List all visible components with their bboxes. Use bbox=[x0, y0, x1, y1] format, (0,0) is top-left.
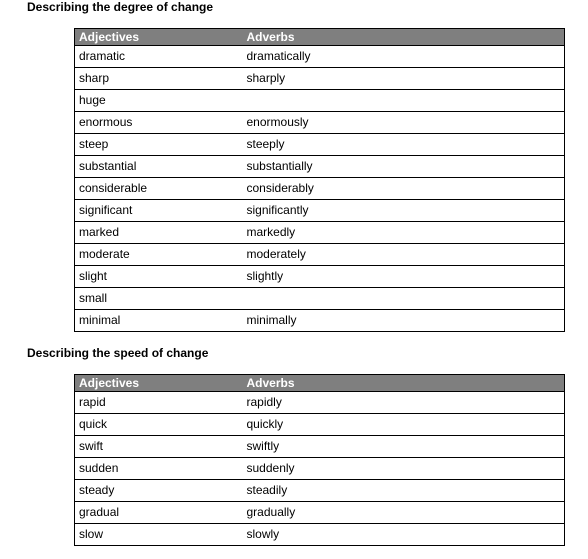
adverb-cell: substantially bbox=[243, 156, 565, 178]
table-row bbox=[75, 156, 565, 178]
adjective-cell: slow bbox=[75, 524, 243, 546]
table-row bbox=[75, 134, 565, 156]
column-header-adjectives: Adjectives bbox=[75, 375, 243, 392]
table-header-row bbox=[75, 375, 565, 392]
adjective-cell: small bbox=[75, 288, 243, 310]
table-row bbox=[75, 480, 565, 502]
table-row bbox=[75, 392, 565, 414]
adverb-cell: dramatically bbox=[243, 46, 565, 68]
table-row bbox=[75, 90, 565, 112]
section-heading-degree: Describing the degree of change bbox=[27, 0, 214, 14]
adjective-cell: moderate bbox=[75, 244, 243, 266]
table-row bbox=[75, 68, 565, 90]
adverb-cell: minimally bbox=[243, 310, 565, 332]
adjective-cell: dramatic bbox=[75, 46, 243, 68]
adjective-cell: substantial bbox=[75, 156, 243, 178]
section-heading-speed: Describing the speed of change bbox=[27, 346, 209, 360]
adjective-cell: significant bbox=[75, 200, 243, 222]
adverb-cell: suddenly bbox=[243, 458, 565, 480]
table-row bbox=[75, 436, 565, 458]
adjective-cell: steep bbox=[75, 134, 243, 156]
adverb-cell: enormously bbox=[243, 112, 565, 134]
speed-table bbox=[74, 374, 565, 546]
degree-table bbox=[74, 28, 565, 332]
table-row bbox=[75, 458, 565, 480]
table-row bbox=[75, 222, 565, 244]
adverb-cell: steadily bbox=[243, 480, 565, 502]
table-row bbox=[75, 178, 565, 200]
table-body bbox=[75, 392, 565, 546]
table-row bbox=[75, 414, 565, 436]
table-header-row bbox=[75, 29, 565, 46]
adverb-cell: sharply bbox=[243, 68, 565, 90]
column-header-adjectives: Adjectives bbox=[75, 29, 243, 46]
adjective-cell: gradual bbox=[75, 502, 243, 524]
adverb-cell: markedly bbox=[243, 222, 565, 244]
table-row bbox=[75, 288, 565, 310]
column-header-adverbs: Adverbs bbox=[243, 29, 565, 46]
adverb-cell: swiftly bbox=[243, 436, 565, 458]
adjective-cell: swift bbox=[75, 436, 243, 458]
adjective-cell: sharp bbox=[75, 68, 243, 90]
adjective-cell: marked bbox=[75, 222, 243, 244]
adjective-cell: considerable bbox=[75, 178, 243, 200]
adverb-cell: significantly bbox=[243, 200, 565, 222]
adverb-cell: quickly bbox=[243, 414, 565, 436]
adverb-cell: moderately bbox=[243, 244, 565, 266]
column-header-adverbs: Adverbs bbox=[243, 375, 565, 392]
adverb-cell: slowly bbox=[243, 524, 565, 546]
table-row bbox=[75, 244, 565, 266]
adverb-cell: steeply bbox=[243, 134, 565, 156]
adjective-cell: rapid bbox=[75, 392, 243, 414]
table-row bbox=[75, 46, 565, 68]
adjective-cell: steady bbox=[75, 480, 243, 502]
table-row bbox=[75, 200, 565, 222]
table-row bbox=[75, 112, 565, 134]
adverb-cell bbox=[243, 288, 565, 310]
table-row bbox=[75, 524, 565, 546]
adverb-cell: rapidly bbox=[243, 392, 565, 414]
adverb-cell: considerably bbox=[243, 178, 565, 200]
table-row bbox=[75, 310, 565, 332]
adjective-cell: slight bbox=[75, 266, 243, 288]
adverb-cell bbox=[243, 90, 565, 112]
adjective-cell: quick bbox=[75, 414, 243, 436]
adjective-cell: minimal bbox=[75, 310, 243, 332]
adjective-cell: sudden bbox=[75, 458, 243, 480]
table-row bbox=[75, 502, 565, 524]
adverb-cell: slightly bbox=[243, 266, 565, 288]
table-body bbox=[75, 46, 565, 332]
adverb-cell: gradually bbox=[243, 502, 565, 524]
adjective-cell: enormous bbox=[75, 112, 243, 134]
adjective-cell: huge bbox=[75, 90, 243, 112]
table-row bbox=[75, 266, 565, 288]
